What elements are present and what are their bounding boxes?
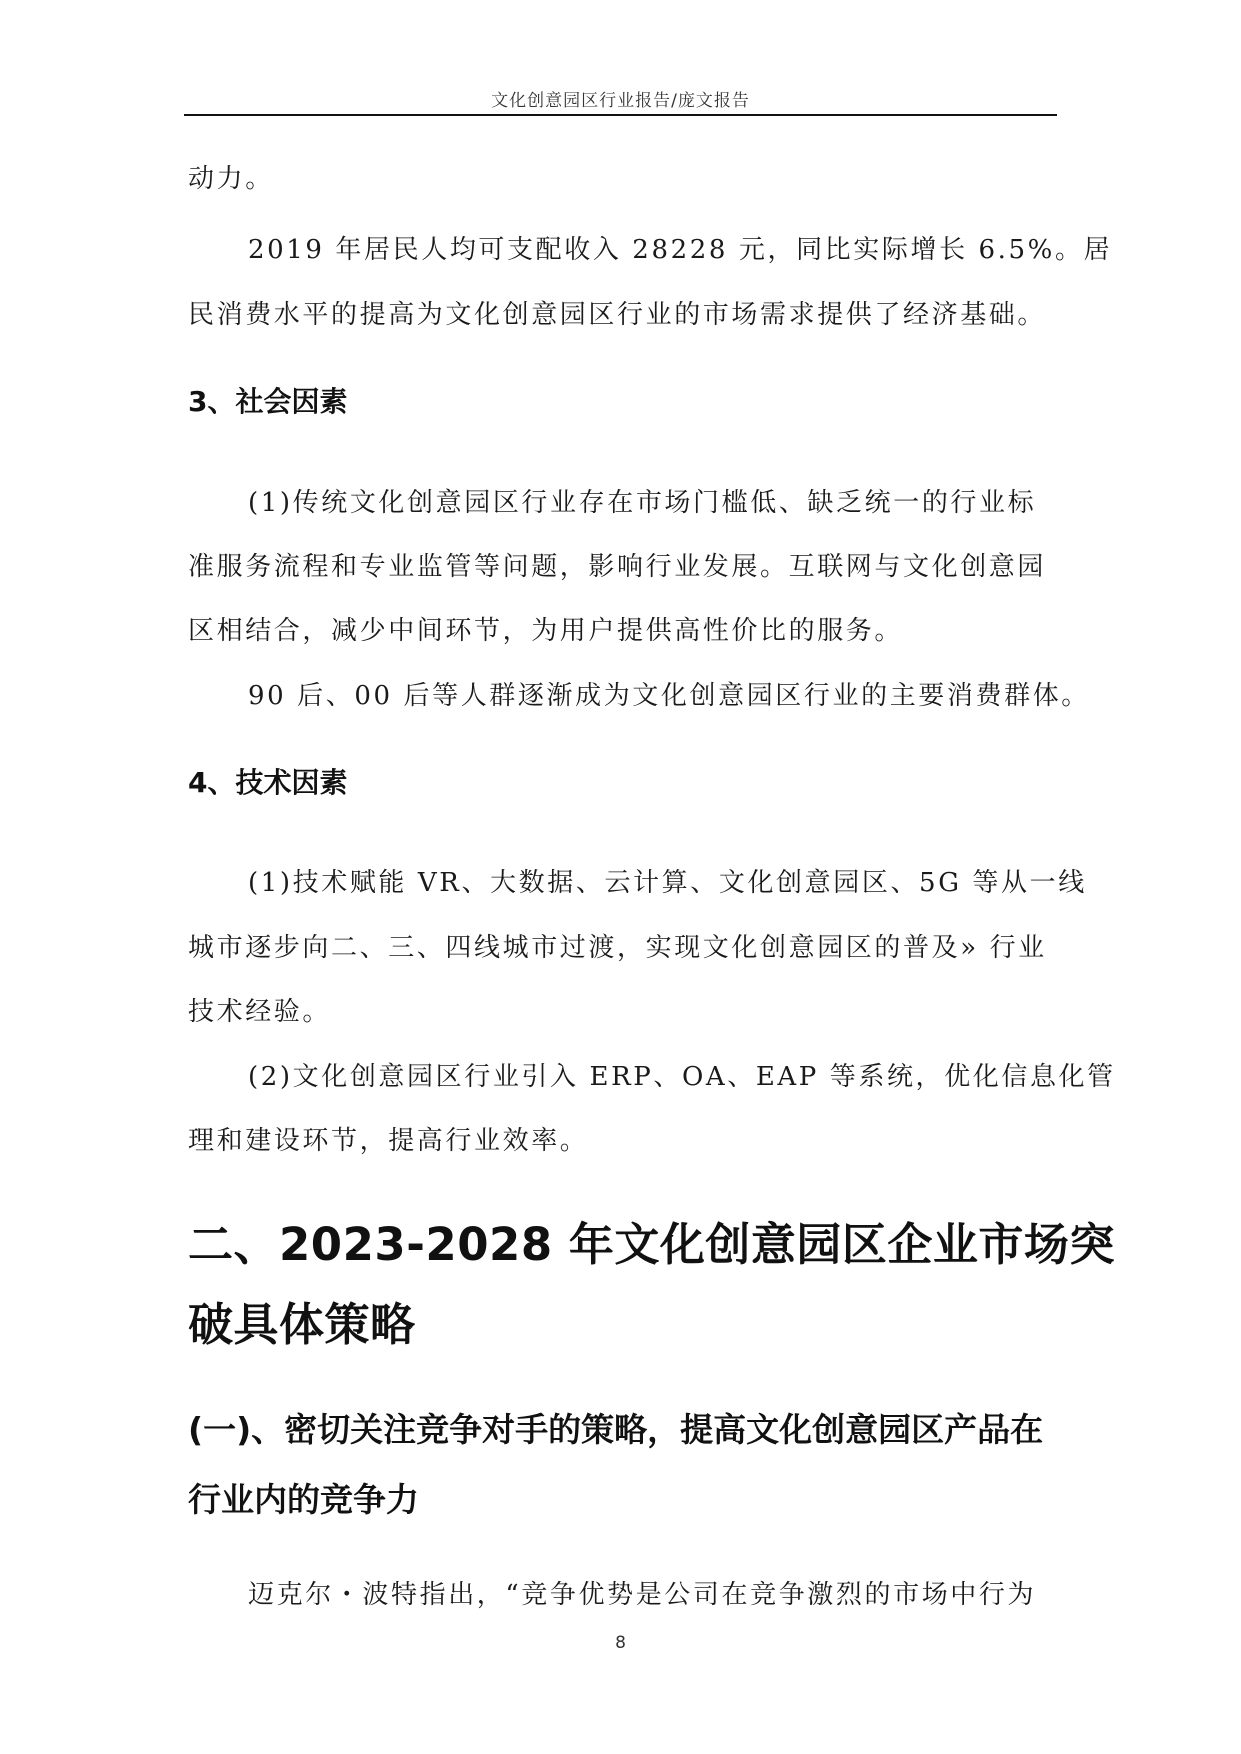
page-header-title: 文化创意园区行业报告/庞文报告 [491, 91, 750, 111]
chapter-heading-line-1: 二、2023-2028 年文化创意园区企业市场突 [188, 1218, 1115, 1271]
paragraph-line: 技术经验。 [188, 997, 332, 1027]
paragraph-line: 理和建设环节，提高行业效率。 [188, 1126, 589, 1156]
paragraph-line: 城市逐步向二、三、四线城市过渡，实现文化创意园区的普及» 行业 [188, 933, 1047, 963]
paragraph-line: 区相结合，减少中间环节，为用户提供高性价比的服务。 [188, 616, 904, 646]
page-number: 8 [615, 1633, 626, 1653]
header-divider [184, 114, 1057, 116]
paragraph-line: (1)技术赋能 VR、大数据、云计算、文化创意园区、5G 等从一线 [248, 868, 1087, 898]
subsection-heading-line-1: (一)、密切关注竞争对手的策略，提高文化创意园区产品在 [188, 1410, 1044, 1449]
chapter-heading-line-2: 破具体策略 [188, 1298, 416, 1351]
paragraph-line: (2)文化创意园区行业引入 ERP、OA、EAP 等系统，优化信息化管 [248, 1062, 1116, 1092]
paragraph-line: 迈克尔・波特指出，“竞争优势是公司在竞争激烈的市场中行为 [248, 1580, 1037, 1610]
paragraph-line: 动力。 [188, 164, 274, 194]
paragraph-line: 2019 年居民人均可支配收入 28228 元，同比实际增长 6.5%。居 [248, 235, 1113, 265]
section-heading-tech: 4、技术因素 [188, 766, 348, 799]
paragraph-line: 90 后、00 后等人群逐渐成为文化创意园区行业的主要消费群体。 [248, 681, 1090, 711]
subsection-heading-line-2: 行业内的竞争力 [188, 1480, 419, 1519]
section-heading-social: 3、社会因素 [188, 385, 348, 418]
paragraph-line: (1)传统文化创意园区行业存在市场门槛低、缺乏统一的行业标 [248, 488, 1037, 518]
paragraph-line: 准服务流程和专业监管等问题，影响行业发展。互联网与文化创意园 [188, 552, 1047, 582]
paragraph-line: 民消费水平的提高为文化创意园区行业的市场需求提供了经济基础。 [188, 300, 1047, 330]
